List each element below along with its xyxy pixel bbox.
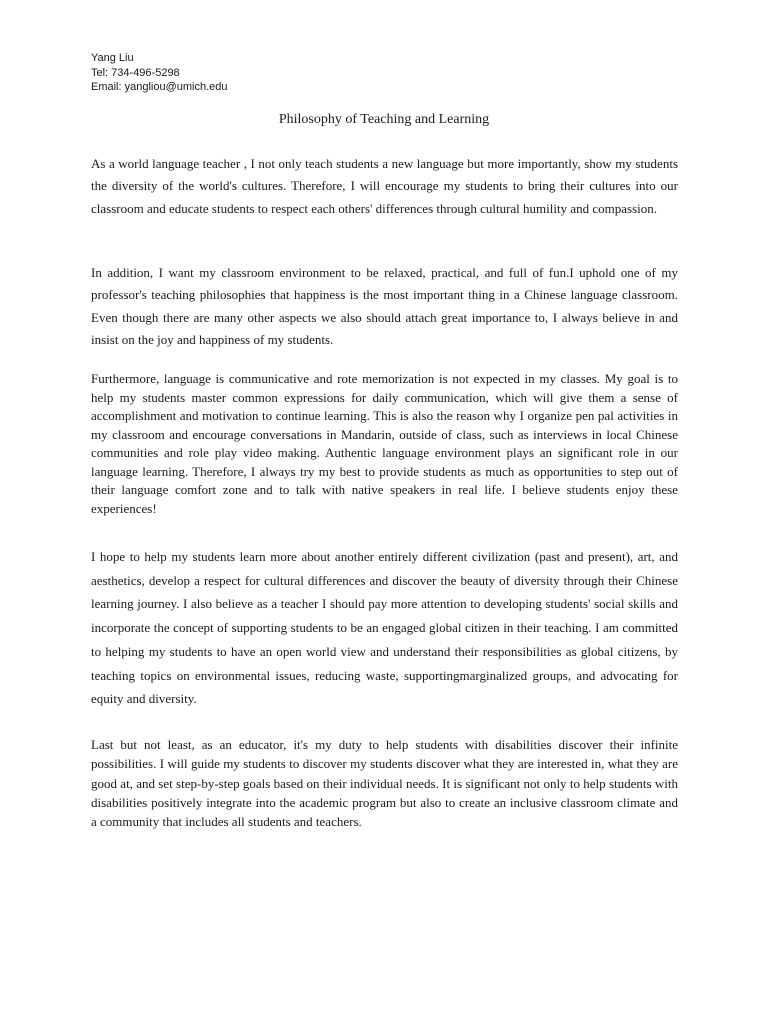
- document-title: Philosophy of Teaching and Learning: [278, 112, 490, 127]
- paragraph-students-with-disabilities: Last but not least, as an educator, it's my duty to help students with disabilities discover their infinite possibilities. I will guide my students to discover my students discover what they are interested in, what they are good at, and set step-by-step goals based on their individual needs. It is significant not only to help students with disabilities positively integrate into the academic program but also to create an inclusive classroom climate and a community that includes all students and teachers.: [91, 737, 678, 830]
- paragraph-global-citizenship: I hope to help my students learn more about another entirely different civilization (past and present), art, and aesthetics, develop a respect for cultural differences and discover the beauty of diversity through their Chinese learning journey. I also believe as a teacher I should pay more attention to developing students' social skills and incorporate the concept of supporting students to be an engaged global citizen in their teaching. I am committed to helping my students to have an open world view and understand their responsibilities as global citizens, by teaching topics on environmental issues, reducing waste, supportingmarginalized groups, and advocating for equity and diversity.: [91, 549, 678, 707]
- paragraph-cultural-diversity: As a world language teacher , I not only teach students a new language but more importantly, show my students the diversity of the world's cultures. Therefore, I will encourage my students to bring their cultures into our classroom and educate students to respect each others' differences through cultural humility and compassion.: [91, 156, 678, 216]
- author-email: Email: yangliou@umich.edu: [91, 81, 228, 93]
- author-phone: Tel: 734-496-5298: [91, 66, 180, 79]
- author-name: Yang Liu: [91, 52, 134, 64]
- contact-block: [91, 51, 228, 95]
- paragraph-classroom-environment: In addition, I want my classroom environment to be relaxed, practical, and full of fun.I uphold one of my professor's teaching philosophies that happiness is the most important thing in a Chinese language classroom. Even though there are many other aspects we also should attach great importance to, I always believe in and insist on the joy and happiness of my students.: [91, 265, 678, 347]
- paragraph-communication-goals: Furthermore, language is communicative and rote memorization is not expected in my classes. My goal is to help my students master common expressions for daily communication, which will give them a sense of accomplishment and motivation to continue learning. This is also the reason why I organize pen pal activities in my classroom and encourage conversations in Mandarin, outside of class, such as interviews in local Chinese communities and role play video making. Authentic language environment plays an significant role in our language learning. Therefore, I always try my best to provide students as much as opportunities to step out of their language comfort zone and to talk with native speakers in real life. I believe students enjoy these experiences!: [91, 371, 678, 516]
